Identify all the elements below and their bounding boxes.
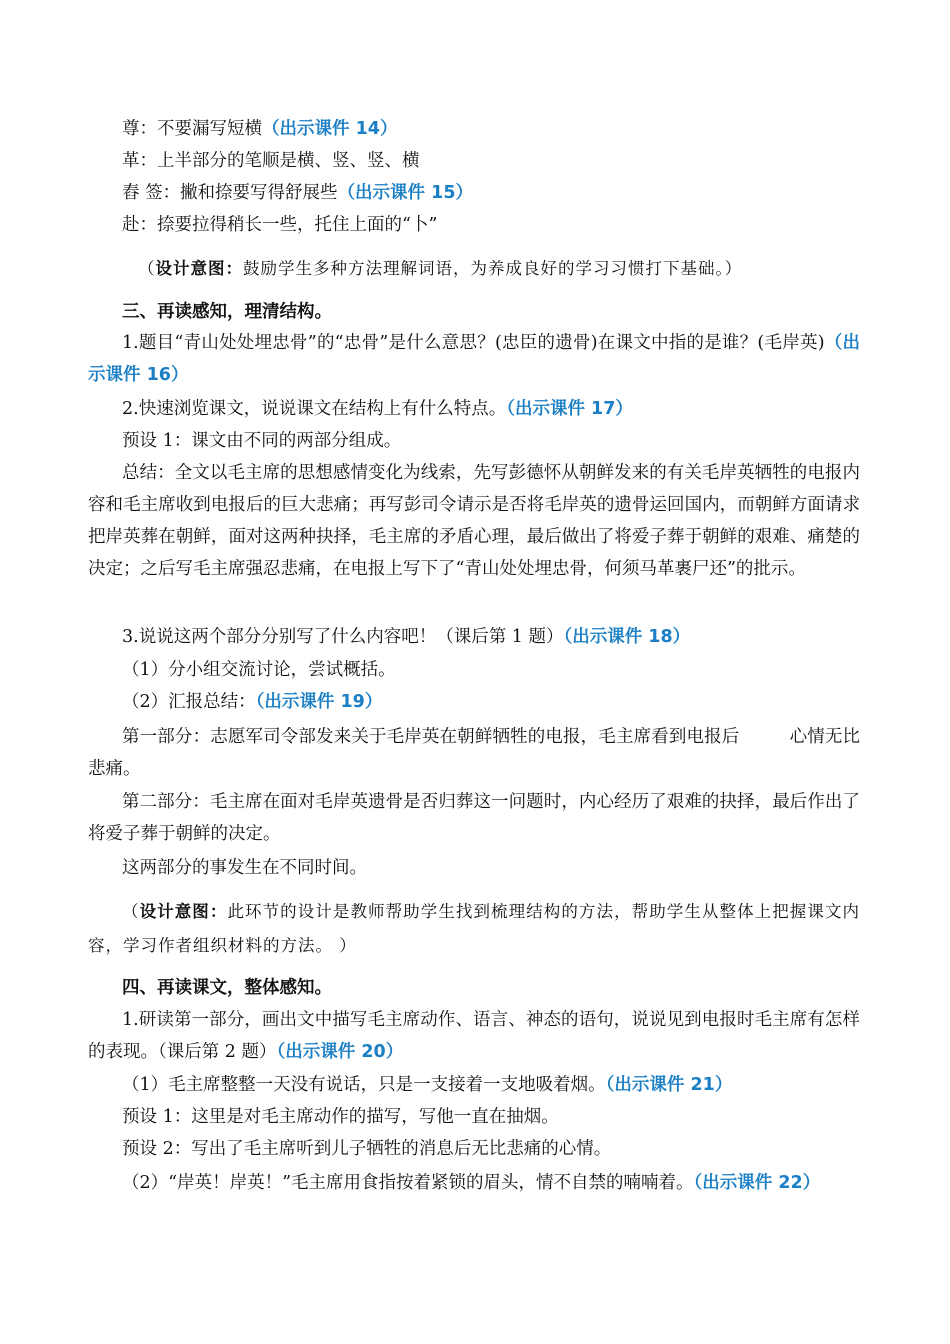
preset-b: 预设 2：写出了毛主席听到儿子牺牲的消息后无比悲痛的心情。 — [122, 1139, 612, 1159]
courseware-ref: （出示课件 17） — [506, 399, 633, 419]
courseware-ref: （出示课件 19） — [255, 692, 383, 712]
question-1: 1.题目“青山处处埋忠骨”的“忠骨”是什么意思？(忠臣的遗骨)在课文中指的是谁？(毛岸英)（出示课件 16） — [88, 333, 861, 385]
reading-1-item-1: （1）毛主席整整一天没有说话，只是一支接着一支地吸着烟。（出示课件 21） — [122, 1075, 733, 1095]
line-zun: 尊：不要漏写短横（出示课件 14） — [122, 119, 398, 139]
line-fu: 赴：捺要拉得稍长一些，托住上面的“卜” — [122, 215, 438, 235]
courseware-ref: （出示课件 18） — [563, 627, 691, 647]
section-4-title: 四、再读课文，整体感知。 — [122, 978, 332, 998]
design-intent-2: （设计意图：此环节的设计是教师帮助学生找到梳理结构的方法，帮助学生从整体上把握课文内容，学习作者组织材料的方法。 ） — [88, 902, 861, 955]
reading-1: 1.研读第一部分，画出文中描写毛主席动作、语言、神态的语句，说说见到电报时毛主席有怎样的表现。（课后第 2 题）（出示课件 20） — [88, 1010, 860, 1062]
courseware-ref: （出示课件 21） — [605, 1075, 733, 1095]
summary: 总结：全文以毛主席的思想感情变化为线索，先写彭德怀从朝鲜发来的有关毛岸英牺牲的电报内容和毛主席收到电报后的巨大悲痛；再写彭司令请示是否将毛岸英的遗骨运回国内，而朝鲜方面请求把岸英葬在朝鲜，面对这两种抉择，毛主席的矛盾心理，最后做出了将爱子葬于朝鲜的艰难、痛楚的决定；之后写毛主席强忍悲痛，在电报上写下了“青山处处埋忠骨，何须马革裹尸还”的批示。 — [88, 463, 860, 579]
part-1-summary: 第一部分：志愿军司令部发来关于毛岸英在朝鲜牺牲的电报，毛主席看到电报后 心情无比悲痛。 — [88, 727, 861, 779]
courseware-ref: （出示课件 22） — [693, 1173, 821, 1193]
different-time-note: 这两部分的事发生在不同时间。 — [122, 858, 367, 878]
courseware-ref: （出示课件 20） — [276, 1042, 404, 1062]
preset-1: 预设 1：课文由不同的两部分组成。 — [122, 431, 402, 451]
design-intent-1: （设计意图：鼓励学生多种方法理解词语，为养成良好的学习习惯打下基础。） — [138, 259, 743, 278]
line-ge: 革：上半部分的笔顺是横、竖、竖、横 — [122, 151, 420, 171]
part-2-summary: 第二部分：毛主席在面对毛岸英遗骨是否归葬这一问题时，内心经历了艰难的抉择，最后作出了将爱子葬于朝鲜的决定。 — [88, 792, 860, 844]
reading-1-item-2: （2）“岸英！岸英！”毛主席用食指按着紧锁的眉头，情不自禁的喃喃着。（出示课件 22） — [122, 1173, 821, 1193]
line-chun: 舂 签：撇和捺要写得舒展些（出示课件 15） — [122, 183, 474, 203]
preset-a: 预设 1：这里是对毛主席动作的描写，写他一直在抽烟。 — [122, 1107, 559, 1127]
courseware-ref: （出示课件 14） — [262, 119, 398, 139]
question-3-step-1: （1）分小组交流讨论，尝试概括。 — [122, 660, 396, 680]
question-3: 3.说说这两个部分分别写了什么内容吧！（课后第 1 题）（出示课件 18） — [122, 627, 691, 647]
courseware-ref: （出示课件 15） — [337, 183, 474, 203]
question-2: 2.快速浏览课文，说说课文在结构上有什么特点。（出示课件 17） — [122, 399, 633, 419]
question-3-step-2: （2）汇报总结：（出示课件 19） — [122, 692, 383, 712]
courseware-ref: （出示课件 16） — [88, 333, 861, 385]
section-3-title: 三、再读感知，理清结构。 — [122, 302, 332, 322]
